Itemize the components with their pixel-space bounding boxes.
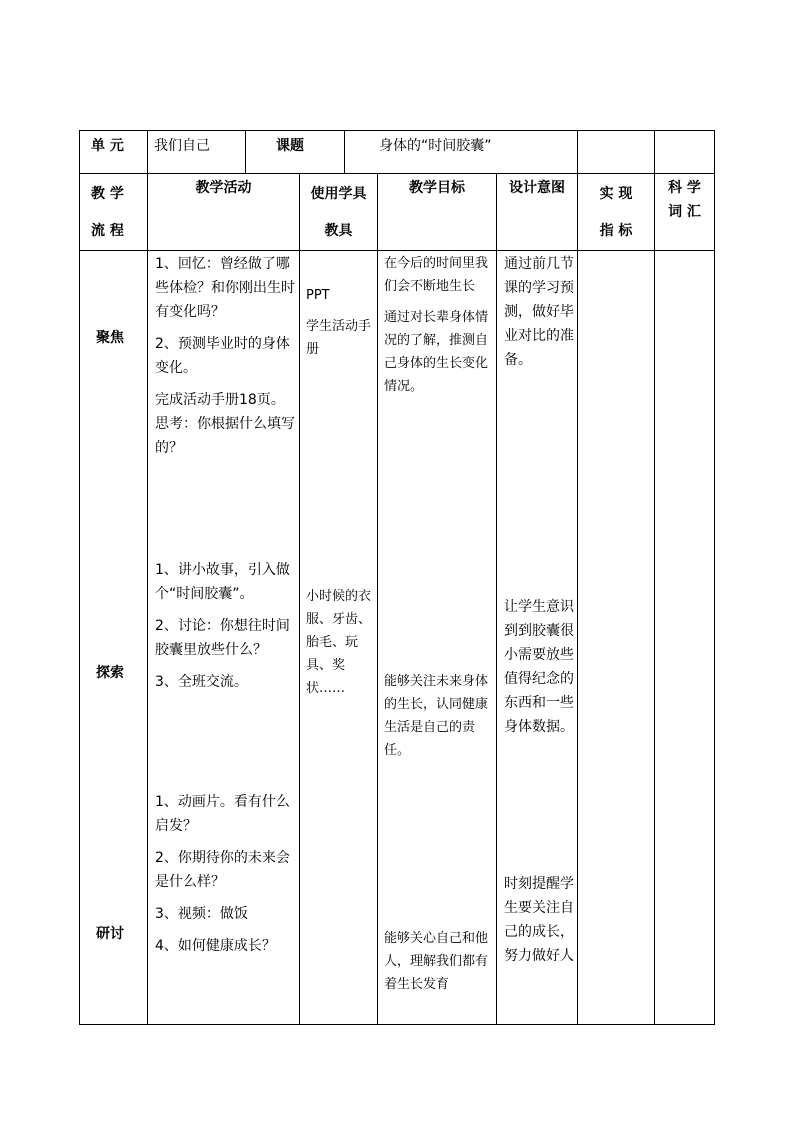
table-col-line [299, 173, 300, 1025]
table-border-right [714, 130, 715, 1025]
col-tools-heading: 使用学具 教具 [310, 186, 367, 239]
topic-label: 课题 [276, 138, 304, 154]
discuss-intent-cell: 时刻提醒学生要关注自己的成长，努力做好人 [504, 876, 574, 964]
explore-goal-cell: 能够关注未来身体的生长，认同健康生活是自己的责任。 [384, 674, 489, 758]
col-intent-heading: 设计意图 [509, 180, 565, 196]
table-col-line [245, 130, 246, 173]
focus-goal-cell: 在今后的时间里我们会不断地生长 通过对长辈身体情况的了解，推测自己身体的生长变化情况。 [384, 256, 489, 394]
table-col-line [344, 130, 345, 173]
table-col-line [496, 173, 497, 1025]
stage-discuss-label: 研讨 [96, 926, 124, 942]
stage-focus-label: 聚焦 [96, 330, 124, 346]
topic-value: 身体的“时间胶囊” [379, 138, 492, 154]
col-goal-heading: 教学目标 [409, 180, 465, 196]
table-col-line [577, 130, 578, 1025]
table-col-line [654, 130, 655, 1025]
explore-activity-cell: 1、讲小故事，引入做个“时间胶囊”。 2、讨论：你想往时间胶囊里放些什么？ 3、全班交流。 [155, 562, 290, 690]
col-indicator-heading: 实 现 指 标 [599, 186, 633, 239]
table-border-left [79, 130, 80, 1025]
unit-value: 我们自己 [154, 138, 210, 154]
discuss-goal-cell: 能够关心自己和他人，理解我们都有着生长发育 [384, 931, 489, 992]
explore-intent-cell: 让学生意识到到胶囊很小需要放些值得纪念的东西和一些身体数据。 [504, 599, 574, 735]
table-border-bottom [79, 1024, 715, 1025]
table-border-top [79, 130, 715, 131]
focus-tools-cell: PPT 学生活动手册 [306, 288, 372, 357]
explore-tools-cell: 小时候的衣服、牙齿、胎毛、玩具、奖状…… [306, 589, 372, 696]
col-activity-heading: 教学活动 [195, 180, 252, 196]
col-flow-heading: 教 学 流 程 [91, 186, 124, 239]
lesson-plan-table [79, 130, 715, 1025]
unit-label: 单 元 [91, 138, 124, 154]
stage-explore-label: 探索 [96, 665, 124, 681]
table-row-line [79, 250, 715, 251]
table-col-line [377, 173, 378, 1025]
focus-activity-cell: 1、回忆：曾经做了哪些体检？和你刚出生时有变化吗？ 2、预测毕业时的身体变化。 完成活动手册18页。思考：你根据什么填写的？ [155, 256, 295, 456]
discuss-activity-cell: 1、动画片。看有什么启发？ 2、你期待你的未来会是什么样？ 3、视频：做饭 4、如何健康成长？ [155, 794, 290, 954]
table-row-line [79, 173, 715, 174]
table-col-line [147, 130, 148, 1025]
focus-intent-cell: 通过前几节课的学习预测，做好毕业对比的准备。 [504, 256, 574, 368]
col-vocab-heading: 科 学 词 汇 [668, 180, 701, 220]
